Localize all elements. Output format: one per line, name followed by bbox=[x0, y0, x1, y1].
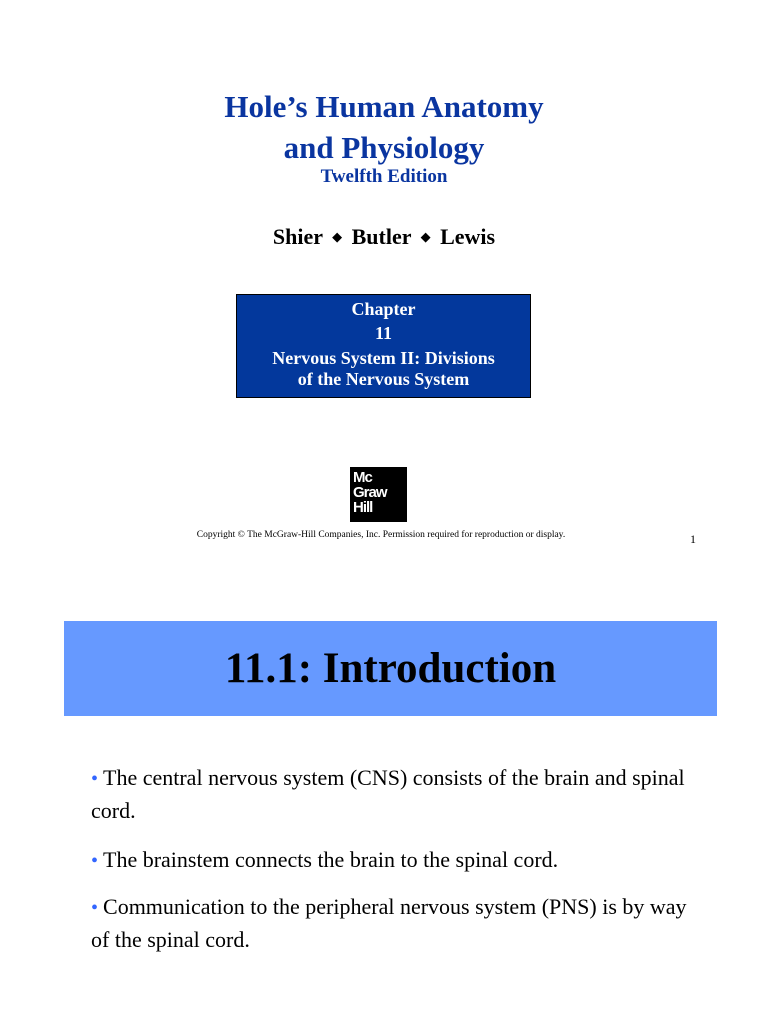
chapter-title-line-2: of the Nervous System bbox=[297, 369, 470, 389]
chapter-title-line-1: Nervous System II: Divisions bbox=[272, 348, 495, 368]
bullet-icon: • bbox=[91, 850, 99, 872]
bullet-icon: • bbox=[91, 768, 99, 790]
author-name: Shier bbox=[272, 224, 323, 249]
chapter-box bbox=[236, 294, 531, 398]
copyright-notice: Copyright © The McGraw-Hill Companies, Inc. Permission required for reproduction or display. bbox=[196, 530, 566, 540]
section-slide bbox=[0, 560, 768, 1024]
mcgraw-hill-logo-icon bbox=[350, 467, 407, 522]
page-number: 1 bbox=[690, 532, 696, 546]
bullet-list bbox=[91, 762, 701, 973]
chapter-title bbox=[237, 348, 530, 390]
section-heading: 11.1: Introduction bbox=[224, 645, 557, 692]
book-edition: Twelfth Edition bbox=[320, 166, 448, 187]
book-title-line-1: Hole’s Human Anatomy bbox=[224, 89, 544, 124]
logo-line-3: Hill bbox=[353, 499, 373, 516]
chapter-label: Chapter bbox=[351, 299, 416, 319]
logo-line-1: Mc bbox=[353, 469, 372, 486]
book-title-line-2: and Physiology bbox=[283, 130, 485, 165]
logo-line-2: Graw bbox=[353, 484, 387, 501]
list-item bbox=[91, 844, 701, 877]
author-name: Lewis bbox=[440, 224, 496, 249]
list-item bbox=[91, 762, 701, 826]
diamond-separator-icon: ◆ bbox=[420, 229, 431, 244]
book-title bbox=[0, 86, 768, 168]
list-item bbox=[91, 891, 701, 955]
bullet-text: Communication to the peripheral nervous system (PNS) is by way of the spinal cord. bbox=[91, 894, 687, 952]
bullet-text: The central nervous system (CNS) consists of the brain and spinal cord. bbox=[91, 765, 685, 823]
heading-band bbox=[64, 621, 717, 716]
bullet-text: The brainstem connects the brain to the spinal cord. bbox=[103, 847, 559, 872]
author-name: Butler bbox=[351, 224, 412, 249]
chapter-number: 11 bbox=[374, 323, 392, 343]
author-list bbox=[0, 223, 768, 251]
bullet-icon: • bbox=[91, 897, 99, 919]
diamond-separator-icon: ◆ bbox=[332, 229, 343, 244]
